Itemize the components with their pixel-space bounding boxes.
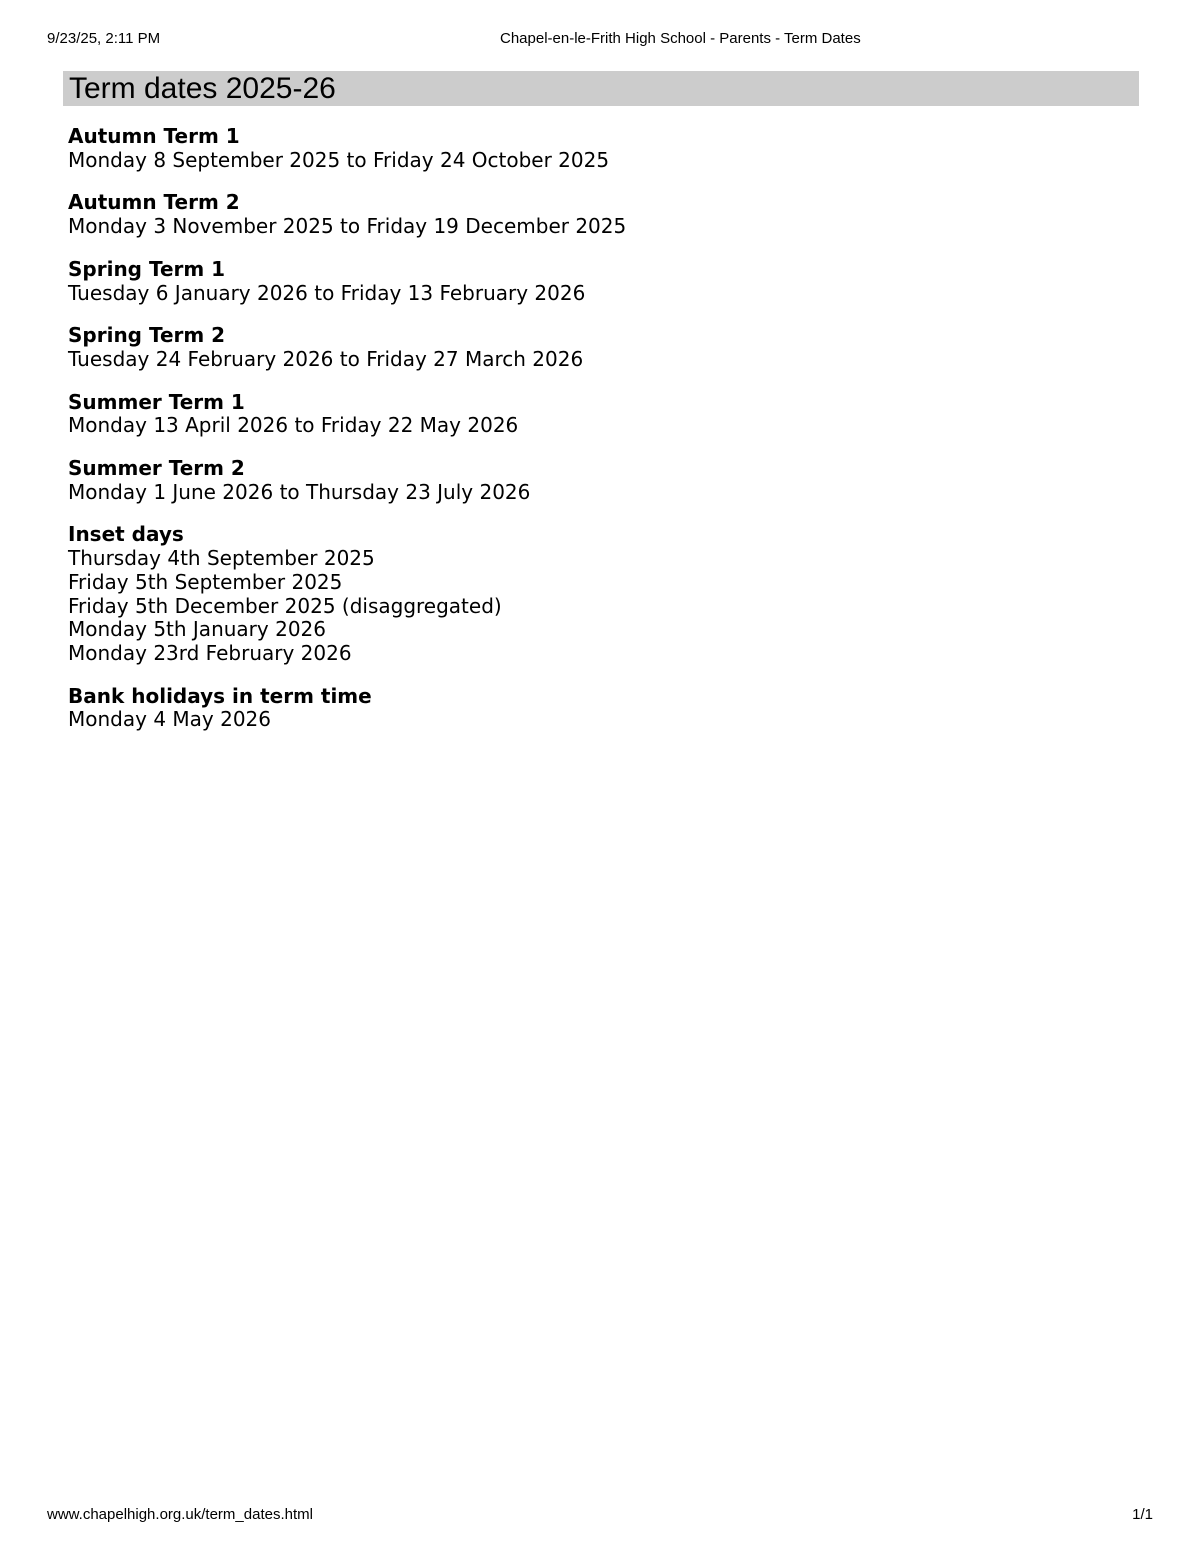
term-dates: Monday 13 April 2026 to Friday 22 May 2026 <box>68 413 519 438</box>
term-dates: Monday 1 June 2026 to Thursday 23 July 2026 <box>68 479 531 504</box>
term-dates-list <box>63 125 1139 732</box>
term-dates: Monday 8 September 2025 to Friday 24 October 2025 <box>68 147 610 172</box>
term-heading: Autumn Term 2 <box>68 190 240 215</box>
term-section-inset-days <box>68 523 1139 665</box>
inset-day: Thursday 4th September 2025 <box>68 546 375 571</box>
print-url: www.chapelhigh.org.uk/term_dates.html <box>47 1506 313 1523</box>
bank-holiday: Monday 4 May 2026 <box>68 707 271 732</box>
term-heading: Spring Term 2 <box>68 323 226 348</box>
term-dates: Tuesday 24 February 2026 to Friday 27 March 2026 <box>68 346 584 371</box>
print-header <box>47 30 1153 50</box>
inset-day: Friday 5th December 2025 (disaggregated) <box>68 593 502 618</box>
term-section-spring-1 <box>68 258 1139 305</box>
inset-day: Monday 5th January 2026 <box>68 617 326 642</box>
term-heading: Summer Term 1 <box>68 389 245 414</box>
term-dates: Tuesday 6 January 2026 to Friday 13 February 2026 <box>68 280 586 305</box>
term-section-summer-2 <box>68 457 1139 504</box>
term-heading: Inset days <box>68 522 184 547</box>
inset-day: Friday 5th September 2025 <box>68 569 343 594</box>
term-heading: Autumn Term 1 <box>68 124 240 148</box>
term-section-spring-2 <box>68 324 1139 371</box>
print-datetime: 9/23/25, 2:11 PM <box>47 30 161 47</box>
term-section-bank-holidays <box>68 685 1139 732</box>
term-heading: Summer Term 2 <box>68 456 245 481</box>
main-content <box>63 71 1139 751</box>
print-document-title: Chapel-en-le-Frith High School - Parents - Term Dates <box>500 30 861 47</box>
term-section-summer-1 <box>68 391 1139 438</box>
term-heading: Spring Term 1 <box>68 256 226 281</box>
inset-day: Monday 23rd February 2026 <box>68 640 352 665</box>
term-section-autumn-2 <box>68 191 1139 238</box>
term-section-autumn-1 <box>68 125 1139 172</box>
print-footer <box>47 1506 1153 1526</box>
term-dates: Monday 3 November 2025 to Friday 19 December 2025 <box>68 214 627 239</box>
term-heading: Bank holidays in term time <box>68 683 372 708</box>
page-title: Term dates 2025-26 <box>63 71 1139 106</box>
print-page-number: 1/1 <box>1132 1506 1153 1523</box>
